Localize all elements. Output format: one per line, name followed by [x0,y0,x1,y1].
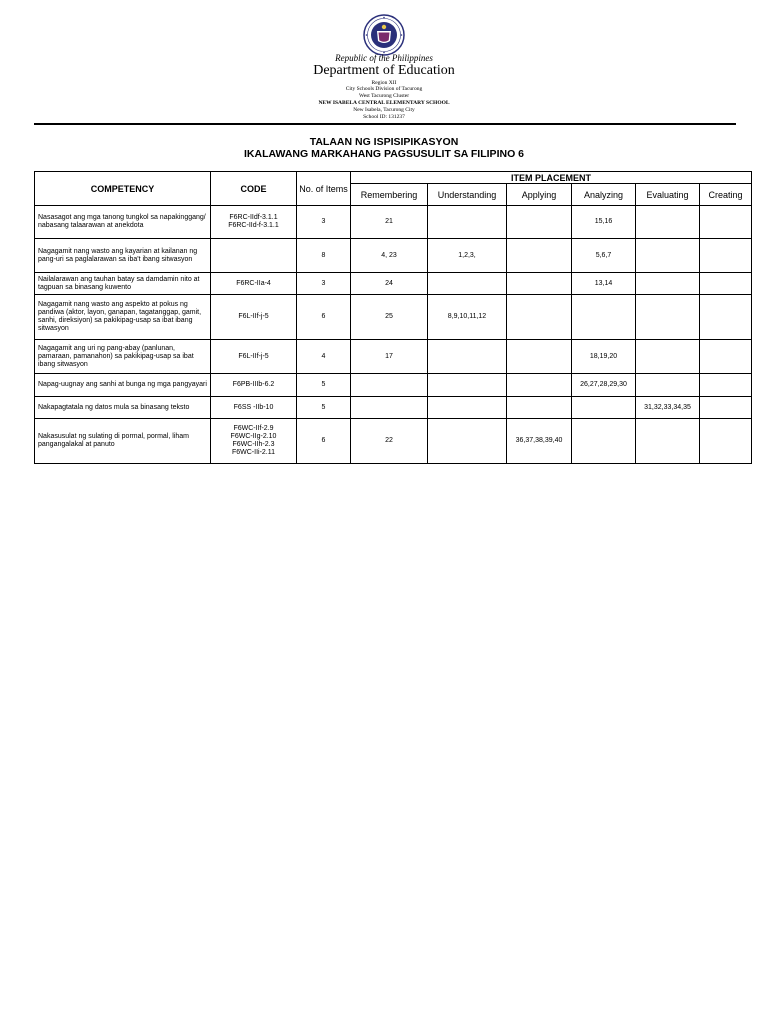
applying-cell [507,374,572,397]
analyzing-cell: 26,27,28,29,30 [572,374,636,397]
code-cell [211,419,297,464]
understanding-cell: 8,9,10,11,12 [428,295,507,340]
competency-cell: Nagagamit ang uri ng pang-abay (panlunan, pamaraan, pamanahon) sa pakikipag-usap sa ibat ibang sitwasyon [35,340,211,374]
understanding-cell [428,273,507,295]
table-row [35,295,752,340]
header-applying: Applying [507,184,572,206]
applying-cell [507,239,572,273]
evaluating-cell [636,206,700,239]
applying-cell [507,397,572,419]
code-cell [211,273,297,295]
header-creating: Creating [700,184,752,206]
code-cell [211,295,297,340]
analyzing-cell [572,419,636,464]
cluster-line: West Tacurong Cluster [358,93,410,99]
creating-cell [700,419,752,464]
creating-cell [700,374,752,397]
remembering-cell: 22 [351,419,428,464]
header-understanding: Understanding [428,184,507,206]
analyzing-cell: 13,14 [572,273,636,295]
creating-cell [700,295,752,340]
table-row [35,239,752,273]
analyzing-cell: 15,16 [572,206,636,239]
evaluating-cell [636,374,700,397]
code-line: F6L-IIf-j-5 [238,352,269,360]
analyzing-cell [572,295,636,340]
header-analyzing: Analyzing [572,184,636,206]
evaluating-cell [636,419,700,464]
creating-cell [700,239,752,273]
competency-cell: Nasasagot ang mga tanong tungkol sa napakinggang/ nabasang talaarawan at anekdota [35,206,211,239]
creating-cell [700,397,752,419]
applying-cell: 36,37,38,39,40 [507,419,572,464]
code-cell [211,340,297,374]
no-of-items-cell: 6 [297,295,351,340]
code-line: F6RC-IIdf-3.1.1 [229,214,278,221]
creating-cell [700,273,752,295]
applying-cell [507,273,572,295]
code-line: F6WC-IIi-2.11 [231,449,276,456]
analyzing-cell: 18,19,20 [572,340,636,374]
school-address: New Isabela, Tacurong City [353,107,415,113]
analyzing-cell [572,397,636,419]
no-of-items-cell: 4 [297,340,351,374]
code-line: F6L-IIf-j-5 [238,313,269,320]
code-line: F6RC-IIa-4 [236,279,271,287]
creating-cell [700,340,752,374]
understanding-cell [428,340,507,374]
understanding-cell [428,419,507,464]
applying-cell [507,206,572,239]
no-of-items-cell: 8 [297,239,351,273]
code-cell [211,374,297,397]
remembering-cell: 24 [351,273,428,295]
understanding-cell [428,374,507,397]
specification-table-body [35,206,752,464]
remembering-cell: 25 [351,295,428,340]
evaluating-cell: 31,32,33,34,35 [636,397,700,419]
deped-seal-logo [363,14,405,56]
division-line: City Schools Division of Tacurong [345,86,423,92]
code-cell [211,206,297,239]
no-of-items-cell: 3 [297,206,351,239]
no-of-items-cell: 3 [297,273,351,295]
code-line: F6RC-IId-f-3.1.1 [228,222,279,229]
remembering-cell: 21 [351,206,428,239]
department-heading: Department of Education [313,63,455,78]
competency-cell: Nailalarawan ang tauhan batay sa damdamin nito at tagpuan sa binasang kuwento [35,273,211,295]
header-divider [34,123,736,125]
competency-cell: Nakasusulat ng sulating di pormal, pormal, liham pangangalakal at panuto [35,419,211,464]
code-line: F6PB-IIIb-6.2 [232,381,275,388]
applying-cell [507,340,572,374]
competency-cell: Nagagamit nang wasto ang kayarian at kailanan ng pang-uri sa paglalarawan sa iba't ibang sitwasyon [35,239,211,273]
header-item-placement: ITEM PLACEMENT [351,172,752,184]
code-cell [211,239,297,273]
creating-cell [700,206,752,239]
competency-cell: Nakapagtatala ng datos mula sa binasang teksto [35,397,211,419]
no-of-items-cell: 5 [297,374,351,397]
code-cell [211,397,297,419]
no-of-items-cell: 5 [297,397,351,419]
remembering-cell [351,397,428,419]
evaluating-cell [636,239,700,273]
code-line: F6SS -IIb-10 [233,403,274,411]
region-line: Region XII [371,80,397,86]
school-name: NEW ISABELA CENTRAL ELEMENTARY SCHOOL [318,100,450,106]
applying-cell [507,295,572,340]
remembering-cell: 17 [351,340,428,374]
table-row [35,374,752,397]
remembering-cell: 4, 23 [351,239,428,273]
evaluating-cell [636,295,700,340]
table-row [35,206,752,239]
header-no-of-items: No. of Items [297,172,351,206]
school-id: School ID: 131237 [363,114,405,120]
analyzing-cell: 5,6,7 [572,239,636,273]
code-line: F6WC-IIg-2.10 [230,433,277,440]
document-title: TALAAN NG ISPISIPIKASYON [309,136,459,148]
understanding-cell [428,397,507,419]
table-row [35,340,752,374]
competency-cell: Napag-uugnay ang sanhi at bunga ng mga pangyayari [35,374,211,397]
remembering-cell [351,374,428,397]
table-row [35,397,752,419]
table-row [35,419,752,464]
document-subtitle: IKALAWANG MARKAHANG PAGSUSULIT SA FILIPINO 6 [243,148,524,160]
understanding-cell [428,206,507,239]
competency-cell: Nagagamit nang wasto ang aspekto at pokus ng pandiwa (aktor, layon, ganapan, tagatanggap, gamit, sanhi, direksiyon) sa pakikipag-usap sa ibat ibang sitwasyon [35,295,211,340]
table-row [35,273,752,295]
header-code: CODE [211,172,297,206]
code-line: F6WC-IIh-2.3 [232,441,275,448]
header-remembering: Remembering [351,184,428,206]
header-competency: COMPETENCY [35,172,211,206]
code-line: F6WC-IIf-2.9 [233,425,274,432]
specification-table [34,171,752,464]
evaluating-cell [636,273,700,295]
header-evaluating: Evaluating [636,184,700,206]
evaluating-cell [636,340,700,374]
understanding-cell: 1,2,3, [428,239,507,273]
republic-heading: Republic of the Philippines [335,53,433,63]
no-of-items-cell: 6 [297,419,351,464]
